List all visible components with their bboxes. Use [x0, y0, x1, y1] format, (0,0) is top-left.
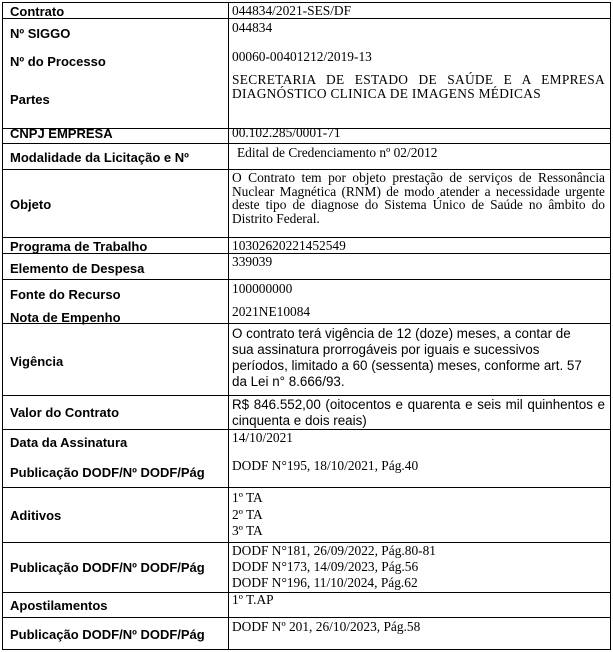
- publicacao-item: DODF N°196, 11/10/2024, Pág.62: [232, 575, 418, 590]
- publicacao-1-label: Publicação DODF/Nº DODF/Pág: [10, 465, 205, 480]
- objeto-value: O Contrato tem por objeto prestação de serviços de Ressonância Nuclear Magnética (RNM) de modo atender a necessidade urgente deste tipo de diagnose do Sistema Único de Saúde no âmbito do Distrito Federal.: [232, 170, 605, 226]
- siggo-value: 044834: [232, 20, 273, 35]
- cnpj-value: 00.102.285/0001-71: [232, 125, 341, 140]
- assinatura-label: Data da Assinatura: [10, 435, 128, 450]
- assinatura-value: 14/10/2021: [232, 430, 294, 445]
- vigencia-value: O contrato terá vigência de 12 (doze) meses, a contar de sua assinatura prorrogáveis por iguais e sucessivos períodos, limitado a 60 (sessenta) meses, conforme art. 57 da Lei n° 8.666/93.: [232, 326, 582, 389]
- processo-label: Nº do Processo: [10, 54, 106, 69]
- aditivos-label: Aditivos: [10, 508, 62, 523]
- objeto-label: Objeto: [10, 197, 52, 212]
- partes-label: Partes: [10, 92, 50, 107]
- column-divider: [228, 3, 229, 649]
- aditivo-item: 3º TA: [232, 523, 263, 538]
- elemento-label: Elemento de Despesa: [10, 261, 145, 276]
- apostilamentos-value: 1º T.AP: [232, 592, 274, 607]
- publicacao-2-list: [232, 543, 605, 591]
- partes-value: SECRETARIA DE ESTADO DE SAÚDE E A EMPRESA DIAGNÓSTICO CLINICA DE IMAGENS MÉDICAS: [232, 72, 605, 101]
- valor-value: R$ 846.552,00 (oitocentos e quarenta e seis mil quinhentos e cinquenta e dois reais): [232, 397, 605, 428]
- row-divider: [3, 143, 610, 144]
- contrato-label: Contrato: [10, 4, 65, 19]
- modalidade-value: Edital de Credenciamento nº 02/2012: [237, 145, 438, 160]
- cnpj-label: CNPJ EMPRESA: [10, 126, 113, 141]
- aditivo-item: 1º TA: [232, 490, 263, 505]
- contract-summary-table: [2, 2, 611, 650]
- programa-label: Programa de Trabalho: [10, 239, 148, 254]
- fonte-label: Fonte do Recurso: [10, 287, 121, 302]
- aditivo-item: 2º TA: [232, 506, 263, 522]
- siggo-label: Nº SIGGO: [10, 26, 71, 41]
- row-divider: [3, 18, 610, 19]
- processo-value: 00060-00401212/2019-13: [232, 49, 372, 64]
- row-divider: [3, 279, 610, 280]
- publicacao-3-label: Publicação DODF/Nº DODF/Pág: [10, 627, 205, 642]
- fonte-value: 100000000: [232, 281, 293, 296]
- empenho-label: Nota de Empenho: [10, 310, 121, 325]
- programa-value: 10302620221452549: [232, 238, 346, 253]
- modalidade-label: Modalidade da Licitação e Nº: [10, 150, 189, 165]
- aditivos-list: [232, 490, 605, 540]
- empenho-value: 2021NE10084: [232, 304, 311, 319]
- row-divider: [3, 429, 610, 430]
- publicacao-3-value: DODF Nº 201, 26/10/2023, Pág.58: [232, 619, 421, 634]
- publicacao-1-value: DODF N°195, 18/10/2021, Pág.40: [232, 458, 419, 473]
- apostilamentos-label: Apostilamentos: [10, 598, 108, 613]
- contrato-value: 044834/2021-SES/DF: [232, 3, 352, 18]
- publicacao-item: DODF N°173, 14/09/2023, Pág.56: [232, 559, 419, 574]
- publicacao-item: DODF N°181, 26/09/2022, Pág.80-81: [232, 543, 436, 558]
- row-divider: [3, 617, 610, 618]
- publicacao-2-label: Publicação DODF/Nº DODF/Pág: [10, 560, 205, 575]
- valor-label: Valor do Contrato: [10, 405, 120, 420]
- elemento-value: 339039: [232, 254, 273, 269]
- vigencia-label: Vigência: [10, 354, 64, 369]
- row-divider: [3, 487, 610, 488]
- row-divider: [3, 395, 610, 396]
